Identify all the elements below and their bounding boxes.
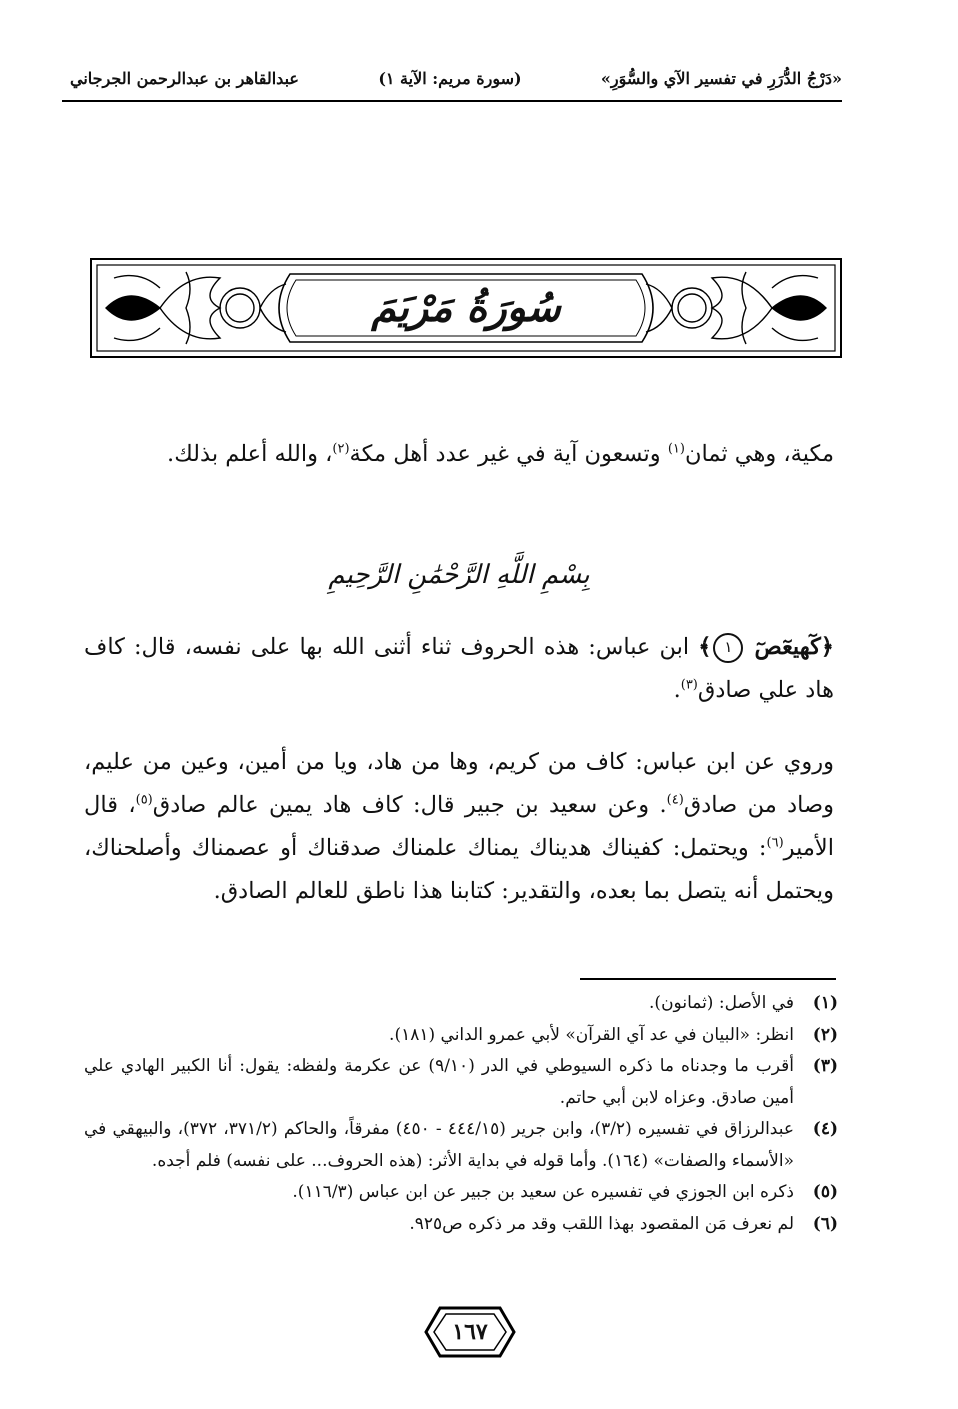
footnote-ref-5[interactable]: (٥) xyxy=(135,792,153,808)
footnote-ref-6[interactable]: (٦) xyxy=(766,835,784,851)
footnote-ref-4[interactable]: (٤) xyxy=(666,792,684,808)
commentary-text-4: : ويحتمل: كفيناك هديناك يمناك علمناك صدقناك أو عصمناك وأصلحناك، ويحتمل أنه يتصل بما بعده، والتقدير: كتابنا هذا ناطق للعالم الصادق. xyxy=(84,835,834,904)
intro-text-1: مكية، وهي ثمان xyxy=(684,441,834,467)
footnote-ref-2[interactable]: (٢) xyxy=(332,441,350,457)
header-section: (سورة مريم: الآية ١) xyxy=(378,68,522,88)
footnote-text: عبدالرزاق في تفسيره (٣/٢)، وابن جرير (٤٤٤/١٥ - ٤٥٠) مفرقاً، والحاكم (٣٧١/٢، ٣٧٢)، والبيهقي في «الأسماء والصفات» (١٦٤). وأما قوله في بداية الأثر: (هذه الحروف... على نفسه) فلم أجده. xyxy=(84,1119,795,1171)
footnote-number: (٤) xyxy=(812,1119,838,1139)
page-number: ١٦٧ xyxy=(452,1319,488,1345)
basmala: بِسْمِ اللَّهِ الرَّحْمَٰنِ الرَّحِيمِ xyxy=(328,560,590,590)
footnote-text: انظر: «البيان في عد آي القرآن» لأبي عمرو الداني (١٨١). xyxy=(389,1024,794,1045)
footnote-ref-3[interactable]: (٣) xyxy=(680,677,698,693)
footnote-ref-1[interactable]: (١) xyxy=(667,441,685,457)
footnote-text: أقرب ما وجدناه ما ذكره السيوطي في الدر (٩/١٠) عن عكرمة ولفظه: يقول: أنا الكبير الهادي علي أمين صادق. وعزاه لابن أبي حاتم. xyxy=(84,1056,794,1108)
page-number-ornament xyxy=(420,1302,520,1362)
ayah-commentary: ابن عباس: هذه الحروف ثناء أثنى الله بها على نفسه، قال: كاف هاد علي صادق xyxy=(84,634,834,703)
ayah-open: ﴿كٓهيعٓصٓ xyxy=(754,634,834,660)
ayah-close: ﴾ xyxy=(698,634,712,660)
surah-title: سُورَةُ مَرْيَمَ xyxy=(371,283,561,331)
footnotes xyxy=(84,988,838,1240)
intro-paragraph xyxy=(84,433,834,476)
header-book-title: «دَرْجُ الدُّرَرِ في تفسير الآي والسُّوَرِ» xyxy=(600,68,842,88)
right-arabesque xyxy=(646,272,826,344)
footnote-text: في الأصل: (ثمانون). xyxy=(649,993,794,1013)
ayah-end: . xyxy=(673,677,681,703)
footnote-number: (٦) xyxy=(812,1213,838,1234)
commentary-text-2: . وعن سعيد بن جبير قال: كاف هاد يمين عالم صادق xyxy=(152,792,667,818)
ayah-number-marker: ١ xyxy=(713,633,743,663)
intro-text-2: وتسعون آية في غير عدد أهل مكة xyxy=(349,441,668,467)
intro-text-3: ، والله أعلم بذلك. xyxy=(167,441,333,467)
left-arabesque xyxy=(106,272,286,344)
footnote-item xyxy=(84,1209,838,1241)
header-rule xyxy=(62,100,842,102)
footnote-number: (٣) xyxy=(812,1056,838,1076)
footnote-number: (١) xyxy=(812,993,838,1013)
ayah-paragraph xyxy=(84,626,834,712)
running-header xyxy=(70,58,842,98)
footnote-item xyxy=(84,1114,838,1177)
header-author: عبدالقاهر بن عبدالرحمن الجرجاني xyxy=(70,68,299,88)
footnote-text: ذكره ابن الجوزي في تفسيره عن سعيد بن جبير عن ابن عباس (١١٦/٣). xyxy=(292,1182,794,1202)
footnote-number: (٥) xyxy=(812,1182,838,1202)
footnote-item xyxy=(84,988,838,1020)
footnote-number: (٢) xyxy=(812,1024,838,1045)
footnote-text: لم نعرف مَن المقصود بهذا اللقب وقد مر ذكره ص٩٢٥. xyxy=(409,1213,794,1234)
footnote-separator xyxy=(580,978,836,980)
footnote-item xyxy=(84,1177,838,1209)
footnote-item xyxy=(84,1051,838,1114)
footnote-item xyxy=(84,1020,838,1052)
commentary-paragraph xyxy=(84,741,834,913)
surah-banner xyxy=(90,258,842,358)
commentary-text-3: ، قال الأمير xyxy=(84,792,834,861)
commentary-text-1: وروي عن ابن عباس: كاف من كريم، وها من هاد، ويا من أمين، وعين من عليم، وصاد من صادق xyxy=(84,749,834,818)
